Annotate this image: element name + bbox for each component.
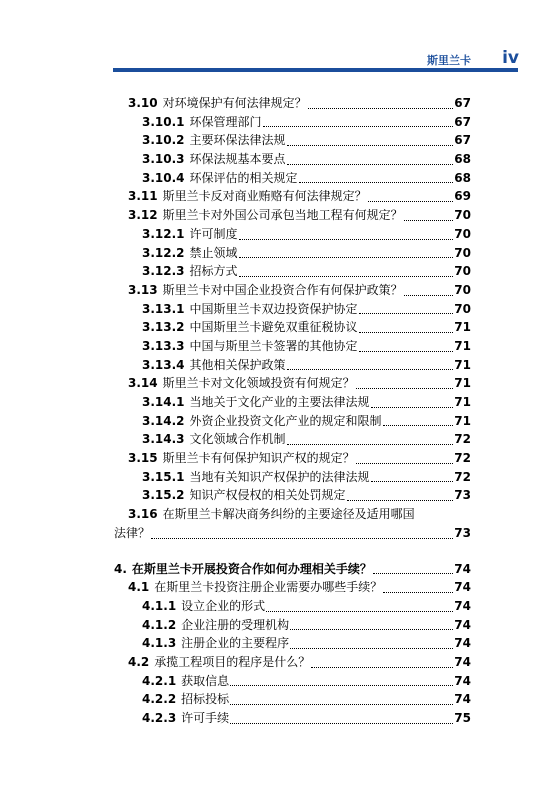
toc-entry-page: 74 <box>454 654 471 669</box>
toc-entry-page: 74 <box>454 673 471 688</box>
toc-entry-page: 72 <box>454 469 471 484</box>
toc-entry-number: 4.2.2 <box>142 692 177 707</box>
toc-entry-page: 70 <box>454 226 471 241</box>
dot-leader <box>290 629 453 630</box>
toc-entry[interactable] <box>114 578 471 597</box>
toc-entry-page: 70 <box>454 301 471 316</box>
toc-entry-title-line2: 法律？ <box>114 525 151 540</box>
toc-entry-number: 4.2.3 <box>142 711 177 726</box>
toc-entry-number: 3.10.2 <box>142 133 185 148</box>
dot-leader <box>359 332 454 333</box>
dot-leader <box>383 592 453 593</box>
toc-entry-number: 3.14 <box>128 376 158 391</box>
dot-leader <box>239 257 454 258</box>
dot-leader <box>287 369 454 370</box>
toc-entry[interactable] <box>114 225 471 244</box>
toc-entry[interactable] <box>114 634 471 653</box>
dot-leader <box>299 182 454 183</box>
toc-entry[interactable] <box>114 337 471 356</box>
toc-entry[interactable] <box>114 281 471 300</box>
toc-entry-number: 3.12.2 <box>142 245 185 260</box>
toc-entry-title: 许可手续 <box>181 711 230 726</box>
toc-entry-number: 3.14.2 <box>142 413 185 428</box>
toc-entry-page: 71 <box>454 376 471 391</box>
toc-entry-number: 4.2 <box>128 654 150 669</box>
toc-entry-page: 73 <box>454 488 471 503</box>
dot-leader <box>266 611 453 612</box>
toc-entry[interactable] <box>114 653 471 672</box>
toc-entry[interactable] <box>114 300 471 319</box>
toc-entry-title: 对环境保护有何法律规定？ <box>162 96 307 110</box>
toc-entry-page: 75 <box>454 711 471 726</box>
toc-entry-page: 71 <box>454 413 471 428</box>
toc-entry-title: 环保评估的相关规定 <box>189 170 298 185</box>
toc-entry-page: 71 <box>454 395 471 409</box>
toc-entry[interactable] <box>114 690 471 709</box>
toc-group-chapter-3 <box>114 94 471 505</box>
toc-entry-page: 67 <box>454 96 471 110</box>
toc-entry-title: 注册企业的主要程序 <box>181 636 290 651</box>
toc-entry-number: 3.10.1 <box>142 114 185 129</box>
toc-entry-title: 斯里兰卡对外国公司承包当地工程有何规定？ <box>162 208 403 223</box>
toc-entry-page: 74 <box>454 617 471 632</box>
toc-entry-number: 3.12 <box>128 208 158 223</box>
dot-leader <box>347 500 454 501</box>
toc-entry-title: 设立企业的形式 <box>181 598 266 613</box>
toc-entry-title: 斯里兰卡对中国企业投资合作有何保护政策？ <box>162 282 403 297</box>
toc-entry-title: 许可制度 <box>189 226 238 241</box>
toc-group-chapter-4 <box>114 578 471 728</box>
toc-entry-title-line1: 在斯里兰卡解决商务纠纷的主要途径及适用哪国 <box>162 507 415 522</box>
toc-entry-title: 获取信息 <box>181 673 230 688</box>
toc-entry[interactable] <box>114 187 471 206</box>
toc-entry-page: 67 <box>454 133 471 148</box>
toc-entry[interactable] <box>114 169 471 188</box>
toc-entry-3-16[interactable] <box>114 505 471 542</box>
dot-leader <box>263 126 454 127</box>
toc-entry-page: 71 <box>454 320 471 335</box>
toc-entry-number: 3.13.3 <box>142 338 185 353</box>
toc-entry-title: 招标方式 <box>189 264 238 279</box>
toc-entry-page: 74 <box>454 636 471 651</box>
toc-entry-page: 72 <box>454 432 471 447</box>
toc-entry-number: 3.13.4 <box>142 357 185 372</box>
toc-entry-page: 74 <box>454 580 471 595</box>
toc-entry-title: 当地关于文化产业的主要法律法规 <box>189 395 370 409</box>
toc-entry-title: 企业注册的受理机构 <box>181 617 290 632</box>
toc-entry-title: 中国斯里兰卡避免双重征税协议 <box>189 320 358 335</box>
dot-leader <box>359 313 454 314</box>
dot-leader <box>371 407 454 408</box>
toc-entry-number: 3.15.1 <box>142 469 185 484</box>
toc-entry-title: 在斯里兰卡开展投资合作如何办理相关手续？ <box>131 561 372 576</box>
toc-entry-title: 在斯里兰卡投资注册企业需要办哪些手续？ <box>154 580 383 595</box>
toc-entry-number: 3.11 <box>128 189 158 204</box>
dot-leader <box>404 220 454 221</box>
dot-leader <box>239 239 454 240</box>
dot-leader <box>311 667 453 668</box>
dot-leader <box>151 538 453 539</box>
dot-leader <box>230 704 453 705</box>
toc-entry-title: 环保法规基本要点 <box>189 152 286 167</box>
dot-leader <box>359 351 454 352</box>
toc-entry-number: 4.1.3 <box>142 636 177 651</box>
toc-entry-page: 67 <box>454 114 471 129</box>
dot-leader <box>356 463 454 464</box>
toc-entry-title: 承揽工程项目的程序是什么？ <box>154 654 311 669</box>
toc-entry-title: 斯里兰卡对文化领域投资有何规定？ <box>162 376 355 391</box>
toc-entry-title: 其他相关保护政策 <box>189 357 286 372</box>
toc-entry-page: 71 <box>454 357 471 372</box>
toc-entry-title: 斯里兰卡反对商业贿赂有何法律规定？ <box>162 189 367 204</box>
dot-leader <box>368 201 454 202</box>
toc-entry-number: 3.10.4 <box>142 170 185 185</box>
dot-leader <box>287 145 454 146</box>
toc-entry-number: 3.13.2 <box>142 320 185 335</box>
toc-entry[interactable] <box>114 597 471 616</box>
page-number: iv <box>502 48 519 68</box>
toc-entry[interactable] <box>114 131 471 150</box>
toc-entry-page: 70 <box>454 245 471 260</box>
toc-entry[interactable] <box>114 244 471 263</box>
toc-entry-number: 4.2.1 <box>142 673 177 688</box>
dot-leader <box>404 295 454 296</box>
toc-entry[interactable] <box>114 318 471 337</box>
toc-entry[interactable] <box>114 94 471 113</box>
toc-entry-title: 禁止领域 <box>189 245 238 260</box>
toc-entry-number: 3.15 <box>128 451 158 466</box>
toc-entry[interactable] <box>114 468 471 487</box>
toc-entry[interactable] <box>114 374 471 393</box>
toc-entry-page: 69 <box>454 189 471 204</box>
toc-entry-number: 4.1 <box>128 580 150 595</box>
dot-leader <box>371 481 454 482</box>
toc-entry[interactable] <box>114 672 471 691</box>
toc-entry-title: 斯里兰卡有何保护知识产权的规定？ <box>162 451 355 466</box>
toc-entry-title: 知识产权侵权的相关处罚规定 <box>189 488 346 503</box>
toc-entry-page: 70 <box>454 208 471 223</box>
toc-entry-page: 73 <box>454 525 471 540</box>
toc-entry[interactable] <box>114 709 471 728</box>
toc-entry-number: 3.12.1 <box>142 226 185 241</box>
toc-entry-title: 招标投标 <box>181 692 230 707</box>
header-title: 斯里兰卡 <box>427 54 471 67</box>
toc-entry-title: 当地有关知识产权保护的法律法规 <box>189 469 370 484</box>
toc-entry-number: 3.14.1 <box>142 395 185 409</box>
toc-entry-page: 68 <box>454 170 471 185</box>
toc-entry-number: 4. <box>114 561 127 576</box>
dot-leader <box>230 685 453 686</box>
dot-leader <box>287 164 454 165</box>
dot-leader <box>383 425 454 426</box>
toc-entry[interactable] <box>114 393 471 412</box>
toc-entry-number: 3.10.3 <box>142 152 185 167</box>
toc-entry[interactable] <box>114 150 471 169</box>
toc-entry-page: 74 <box>454 692 471 707</box>
toc-entry[interactable] <box>114 356 471 375</box>
toc-entry-title: 主要环保法律法规 <box>189 133 286 148</box>
toc-entry-number: 4.1.1 <box>142 598 177 613</box>
dot-leader <box>290 648 453 649</box>
toc-entry-page: 71 <box>454 338 471 353</box>
toc-entry-page: 70 <box>454 264 471 279</box>
toc-entry[interactable] <box>114 449 471 468</box>
toc-entry[interactable] <box>114 412 471 431</box>
toc-entry-title: 中国斯里兰卡双边投资保护协定 <box>189 301 358 316</box>
header-rule <box>113 68 518 72</box>
toc-entry[interactable] <box>114 430 471 449</box>
toc-entry-number: 3.10 <box>128 96 158 110</box>
dot-leader <box>230 723 453 724</box>
toc-chapter-4[interactable] <box>114 560 471 579</box>
toc-entry-number: 4.1.2 <box>142 617 177 632</box>
toc-entry-number: 3.16 <box>128 507 158 522</box>
toc-entry-title: 中国与斯里兰卡签署的其他协定 <box>189 338 358 353</box>
toc-entry-number: 3.13.1 <box>142 301 185 316</box>
toc-entry-page: 68 <box>454 152 471 167</box>
table-of-contents <box>114 94 471 728</box>
toc-entry-number: 3.13 <box>128 282 158 297</box>
dot-leader <box>373 573 453 574</box>
toc-entry-title: 文化领域合作机制 <box>189 432 286 447</box>
toc-entry[interactable] <box>114 486 471 505</box>
toc-entry-number: 3.14.3 <box>142 432 185 447</box>
toc-entry-page: 74 <box>454 598 471 613</box>
toc-entry-title: 外资企业投资文化产业的规定和限制 <box>189 413 382 428</box>
toc-entry-page: 72 <box>454 451 471 466</box>
toc-entry-page: 70 <box>454 282 471 297</box>
toc-entry[interactable] <box>114 113 471 132</box>
toc-entry[interactable] <box>114 616 471 635</box>
toc-entry-page: 74 <box>454 561 471 576</box>
toc-entry-title: 环保管理部门 <box>189 114 262 129</box>
toc-entry-number: 3.15.2 <box>142 488 185 503</box>
dot-leader <box>287 444 454 445</box>
toc-entry-number: 3.12.3 <box>142 264 185 279</box>
dot-leader <box>239 276 454 277</box>
toc-entry[interactable] <box>114 206 471 225</box>
dot-leader <box>308 108 454 109</box>
dot-leader <box>356 388 454 389</box>
toc-entry[interactable] <box>114 262 471 281</box>
